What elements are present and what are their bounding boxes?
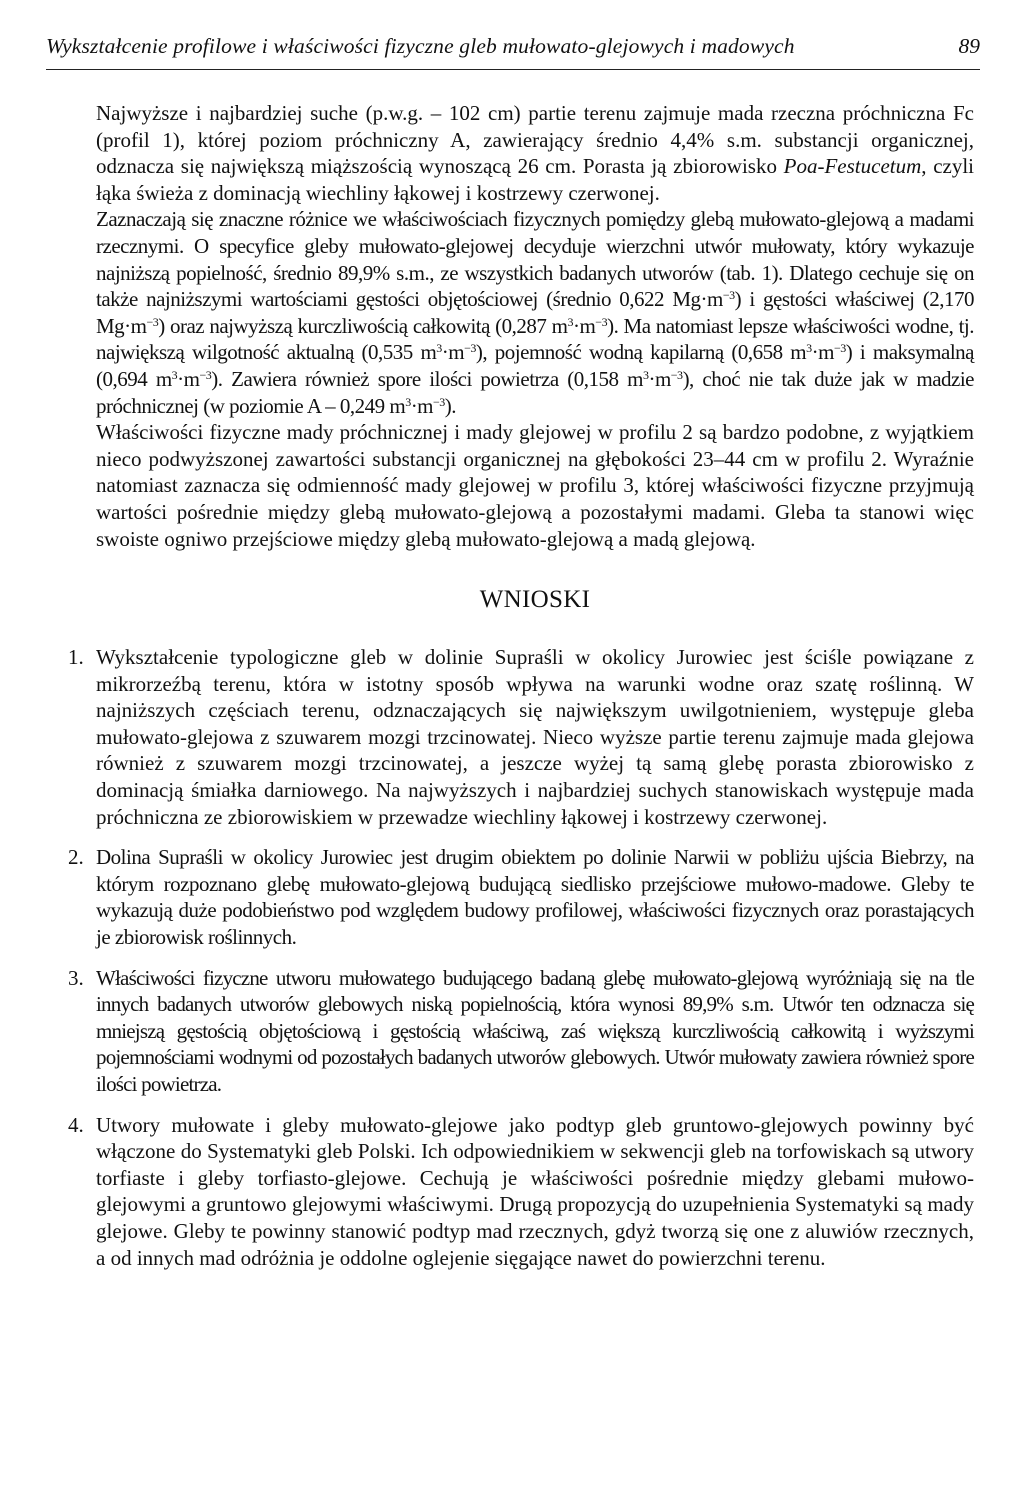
- superscript: −3: [722, 288, 735, 303]
- paragraph-2-text: ), pojemność wodną kapilarną (0,658 m: [475, 340, 807, 365]
- list-item-text: Utwory mułowate i gleby mułowato-glejowe jako podtyp gleb gruntowo-glejowych powinny być włączone do Systematyki gleb Polski. Ich odpowiednikiem w sekwencji gleb na torfowiskach są utwory torfiaste i gleby torfiasto-glejowe. Cechują je właściwości pośrednie między glebami mułowo-glejowymi a gruntowo glejowymi właściwymi. Drugą propozycją do uzupełnienia Systematyki są mady glejowe. Gleby te powinny stanowić podtyp mad rzecznych, gdyż tworzą się one z aluwiów rzecznych, a od innych mad odróżnia je oddolne oglejenie sięgające nawet do powierzchni terenu.: [96, 1112, 974, 1270]
- paragraph-2-text: Zaznaczają się znaczne różnice we właściwościach fizycznych pomiędzy glebą mułowato-glejową a madami rzecznymi. O specyfice gleby mułowato-glejowej decyduje wierzchni utwór mułowaty, który wykazuje najniższą popielność, średnio 89,9% s.m., ze wszystkich badanych utworów (tab. 1). Dlatego cechuje się on także najniższymi wartościami gęstości objętościowej (średnio 0,622 Mg·m: [96, 207, 974, 312]
- superscript: 3: [171, 367, 178, 382]
- superscript: −3: [199, 367, 212, 382]
- superscript: −3: [595, 314, 608, 329]
- superscript: 3: [405, 394, 411, 409]
- running-header-title: Wykształcenie profilowe i właściwości fizyczne gleb mułowato-glejowych i madowych: [46, 34, 795, 58]
- list-item-text: Wykształcenie typologiczne gleb w dolinie Supraśli w okolicy Jurowiec jest ściśle powiązane z mikrorzeźbą terenu, która w istotny sposób wpływa na warunki wodne oraz szatę roślinną. W najniższych częściach terenu, odznaczających się największym uwilgotnieniem, występuje gleba mułowato-glejowa z szuwarem mozgi trzcinowatej. Nieco wyższe partie terenu zajmuje mada glejowa również z szuwarem mozgi trzcinowatej, a jeszcze wyżej tą samą glebę porasta zbiorowisko z dominacją śmiałka darniowego. Na najwyższych i najbardziej suchych stanowiskach występuje mada próchniczna ze zbiorowiskiem w przewadze wiechliny łąkowej i kostrzewy czerwonej.: [96, 645, 974, 829]
- list-item-number: 2.: [68, 845, 84, 870]
- superscript: 3: [567, 314, 573, 329]
- paragraph-2-text: ·m: [811, 340, 834, 365]
- paragraph-2-text: ), choć nie tak duże jak w madzie próchnicznej (w poziomie A – 0,249 m: [96, 366, 975, 418]
- list-item-number: 1.: [68, 645, 84, 670]
- superscript: 3: [806, 341, 812, 356]
- paragraph-2-text: ). Ma natomiast lepsze właściwości wodne, tj. największą wilgotność aktualną (0,535 m: [96, 313, 974, 365]
- paragraph-2-text: ) i maksymalną (0,694 m: [96, 340, 974, 391]
- paragraph-2-text: ·m: [177, 366, 200, 391]
- superscript: −3: [670, 367, 683, 382]
- paragraph-2-text: ). Zawiera również spore ilości powietrza (0,158 m: [211, 366, 643, 391]
- paragraph-1-text-b: , czyli łąka świeża z dominacją wiechliny łąkowej i kostrzewy czerwonej.: [96, 154, 975, 205]
- paragraph-1: [96, 100, 974, 206]
- page-number: 89: [958, 34, 980, 58]
- superscript: 3: [642, 367, 649, 382]
- superscript: −3: [833, 341, 846, 356]
- paragraph-2-text: ) oraz najwyższą kurczliwością całkowitą (0,287 m: [158, 313, 568, 338]
- paragraph-3: Właściwości fizyczne mady próchnicznej i mady glejowej w profilu 2 są bardzo podobne, z wyjątkiem nieco podwyższonej zawartości substancji organicznej na głębokości 23–44 cm w profilu 2. Wyraźnie natomiast zaznacza się odmienność mady glejowej w profilu 3, której właściwości fizyczne przyjmują wartości pośrednie między glebą mułowato-glejową a pozostałymi madami. Gleba ta stanowi więc swoiste ogniwo przejściowe między glebą mułowato-glejową a madą glejową.: [96, 420, 974, 551]
- conclusions-list: [68, 644, 974, 1271]
- superscript: −3: [433, 394, 445, 409]
- list-item: [68, 644, 974, 830]
- paragraph-2: [96, 206, 974, 419]
- paragraph-2-text: ).: [444, 393, 457, 418]
- list-item-text: Właściwości fizyczne utworu mułowatego budującego badaną glebę mułowato-glejową wyróżniają się na tle innych badanych utworów glebowych niską popielnością, która wynosi 89,9% s.m. Utwór ten odznacza się mniejszą gęstością objętościową i gęstością właściwą, zaś większą kurczliwością całkowitą i wyższymi pojemnościami wodnymi od pozostałych badanych utworów glebowych. Utwór mułowaty zawiera również spore ilości powietrza.: [96, 965, 974, 1096]
- paragraph-2-text: ·m: [572, 313, 596, 338]
- list-item-number: 3.: [68, 965, 84, 990]
- species-name: Poa-Festucetum: [783, 154, 922, 179]
- paragraph-2-text: ) i gęstości właściwej (2,170 Mg·m: [96, 287, 974, 338]
- list-item: [68, 844, 974, 950]
- paragraph-2-text: ·m: [410, 393, 434, 418]
- paragraph-1-text-a: Najwyższe i najbardziej suche (p.w.g. – 102 cm) partie terenu zajmuje mada rzeczna próchniczna Fc (profil 1), której poziom próchniczny A, zawierający średnio 4,4% s.m. substancji organicznej, odznacza się największą miąższością wynoszącą 26 cm. Porasta ją zbiorowisko: [96, 101, 974, 179]
- document-body: [68, 100, 975, 1285]
- superscript: 3: [436, 341, 442, 356]
- list-item-number: 4.: [68, 1112, 84, 1137]
- list-item-text: Dolina Supraśli w okolicy Jurowiec jest drugim obiektem po dolinie Narwii w pobliżu ujścia Biebrzy, na którym rozpoznano glebę mułowato-glejową budującą siedlisko przejściowe mułowo-madowe. Gleby te wykazują duże podobieństwo pod względem budowy profilowej, właściwości fizycznych oraz porastających je zbiorowisk roślinnych.: [96, 845, 974, 950]
- section-heading: WNIOSKI: [479, 586, 591, 614]
- list-item: [68, 1112, 974, 1272]
- paragraph-2-text: ·m: [648, 366, 671, 391]
- running-header: [46, 26, 980, 70]
- list-item: [68, 965, 974, 1098]
- superscript: −3: [146, 314, 159, 329]
- superscript: −3: [464, 341, 476, 356]
- paragraph-2-text: ·m: [441, 340, 465, 365]
